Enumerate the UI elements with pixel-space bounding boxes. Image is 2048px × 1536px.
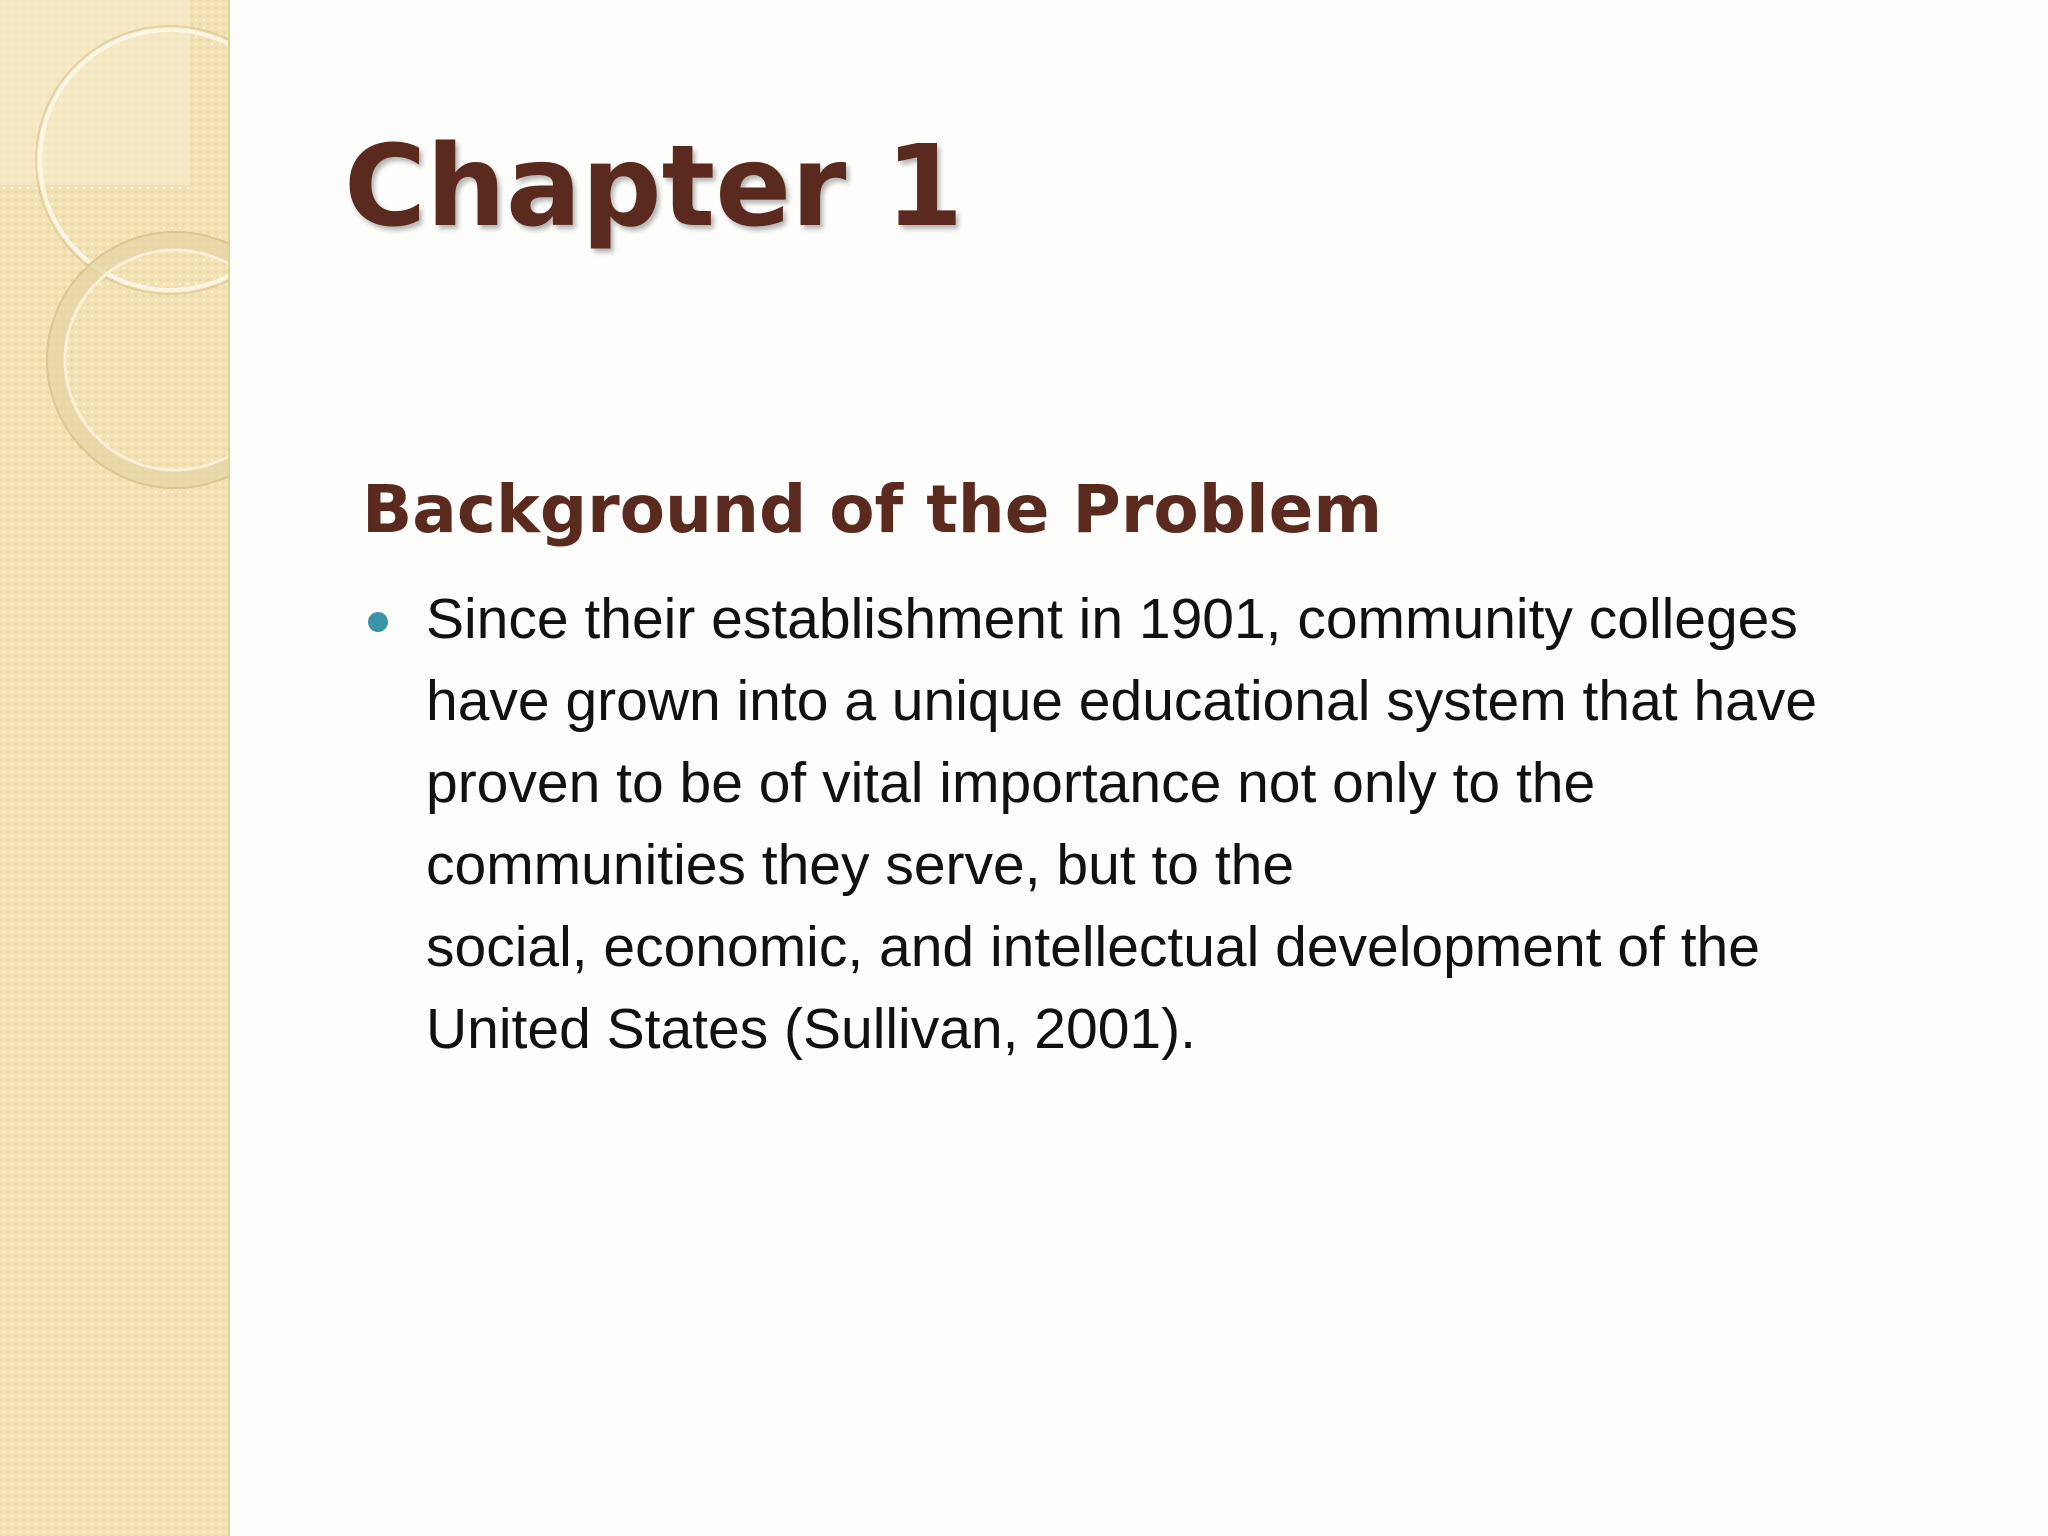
bullet-dot-icon [368, 612, 388, 632]
bullet-text-line: proven to be of vital importance not only to the [426, 751, 1596, 815]
bullet-text-line: United States (Sullivan, 2001). [426, 997, 1196, 1061]
side-panel [0, 0, 230, 1536]
bullet-list [362, 578, 1962, 1070]
bullet-text-line: social, economic, and intellectual development of the [426, 915, 1760, 979]
slide-subtitle: Background of the Problem [362, 471, 1383, 548]
bullet-text-line: communities they serve, but to the [426, 833, 1295, 897]
bullet-text-line: have grown into a unique educational system that have [426, 669, 1818, 733]
bullet-text-line: Since their establishment in 1901, community colleges [426, 587, 1798, 651]
bullet-item [362, 578, 1962, 1070]
slide-title: Chapter 1 [344, 122, 964, 252]
